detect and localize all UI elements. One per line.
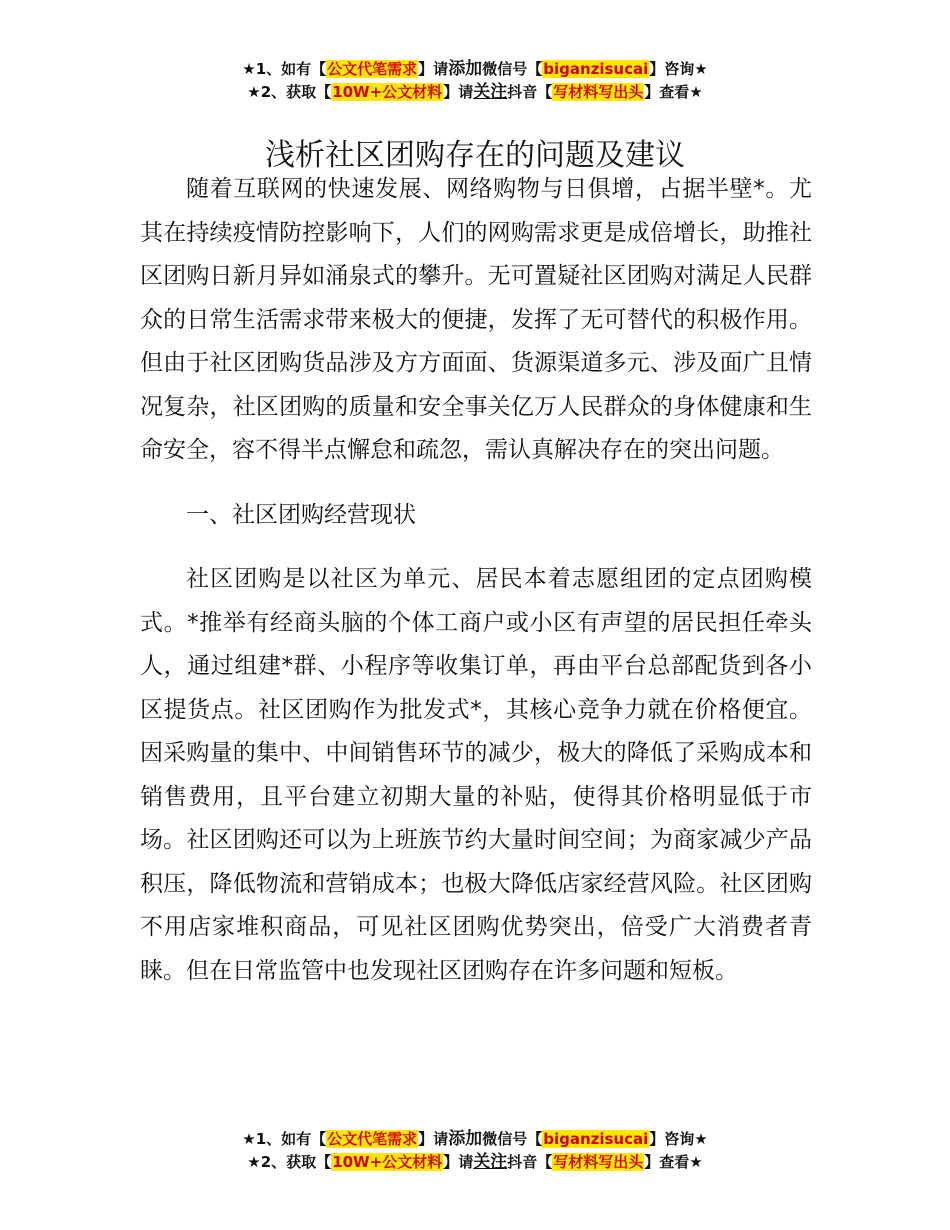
section-heading: 一、社区团购经营现状 [186,501,416,528]
banner-line-1 [0,1128,950,1151]
banner-line-1 [0,58,950,81]
emphasis-follow: 关注 [473,1152,508,1172]
highlight-service: 公文代笔需求 [327,60,418,78]
highlight-service: 公文代笔需求 [327,1130,418,1148]
banner-text: ★2、获取【 [247,1153,332,1171]
banner-text: 微信号【 [482,1130,543,1148]
banner-text: 】查看★ [644,1153,703,1171]
highlight-douyin-account: 写材料写出头 [553,1153,644,1171]
banner-text: 】咨询★ [649,1130,708,1148]
document-body [140,168,812,993]
document-title: 浅析社区团购存在的问题及建议 [265,138,685,174]
banner-text: 】请 [418,60,449,78]
banner-text: 抖音【 [507,83,553,101]
banner-text: 】查看★ [644,83,703,101]
banner-line-2 [0,1151,950,1174]
footer-banner [0,1128,950,1174]
banner-text: ★2、获取【 [247,83,332,101]
banner-line-2 [0,81,950,104]
highlight-materials: 10W+公文材料 [332,1153,443,1171]
banner-text: 】请 [443,1153,474,1171]
highlight-materials: 10W+公文材料 [332,83,443,101]
banner-text: 】请 [443,83,474,101]
emphasis-add: 添加 [448,59,483,79]
banner-text: ★1、如有【 [242,60,327,78]
banner-text: 微信号【 [482,60,543,78]
emphasis-add: 添加 [448,1129,483,1149]
highlight-douyin-account: 写材料写出头 [553,83,644,101]
highlight-wechat-id: biganzisucai [543,1130,649,1148]
paragraph-status: 社区团购是以社区为单元、居民本着志愿组团的定点团购模式。*推举有经商头脑的个体工商户或小区有声望的居民担任牵头人，通过组建*群、小程序等收集订单，再由平台总部配货到各小区提货点。社区团购作为批发式*，其核心竞争力就在价格便宜。因采购量的集中、中间销售环节的减少，极大的降低了采购成本和销售费用，且平台建立初期大量的补贴，使得其价格明显低于市场。社区团购还可以为上班族节约大量时间空间；为商家减少产品积压，降低物流和营销成本；也极大降低店家经营风险。社区团购不用店家堆积商品，可见社区团购优势突出，倍受广大消费者青睐。但在日常监管中也发现社区团购存在许多问题和短板。 [140,566,812,984]
banner-text: 】咨询★ [649,60,708,78]
banner-text: 】请 [418,1130,449,1148]
highlight-wechat-id: biganzisucai [543,60,649,78]
banner-text: 抖音【 [507,1153,553,1171]
emphasis-follow: 关注 [473,82,508,102]
header-banner [0,58,950,104]
banner-text: ★1、如有【 [242,1130,327,1148]
paragraph-intro: 随着互联网的快速发展、网络购物与日俱增，占据半壁*。尤其在持续疫情防控影响下，人们的网购需求更是成倍增长，助推社区团购日新月异如涌泉式的攀升。无可置疑社区团购对满足人民群众的日常生活需求带来极大的便捷，发挥了无可替代的积极作用。但由于社区团购货品涉及方方面面、货源渠道多元、涉及面广且情况复杂，社区团购的质量和安全事关亿万人民群众的身体健康和生命安全，容不得半点懈怠和疏忽，需认真解决存在的突出问题。 [140,176,812,463]
